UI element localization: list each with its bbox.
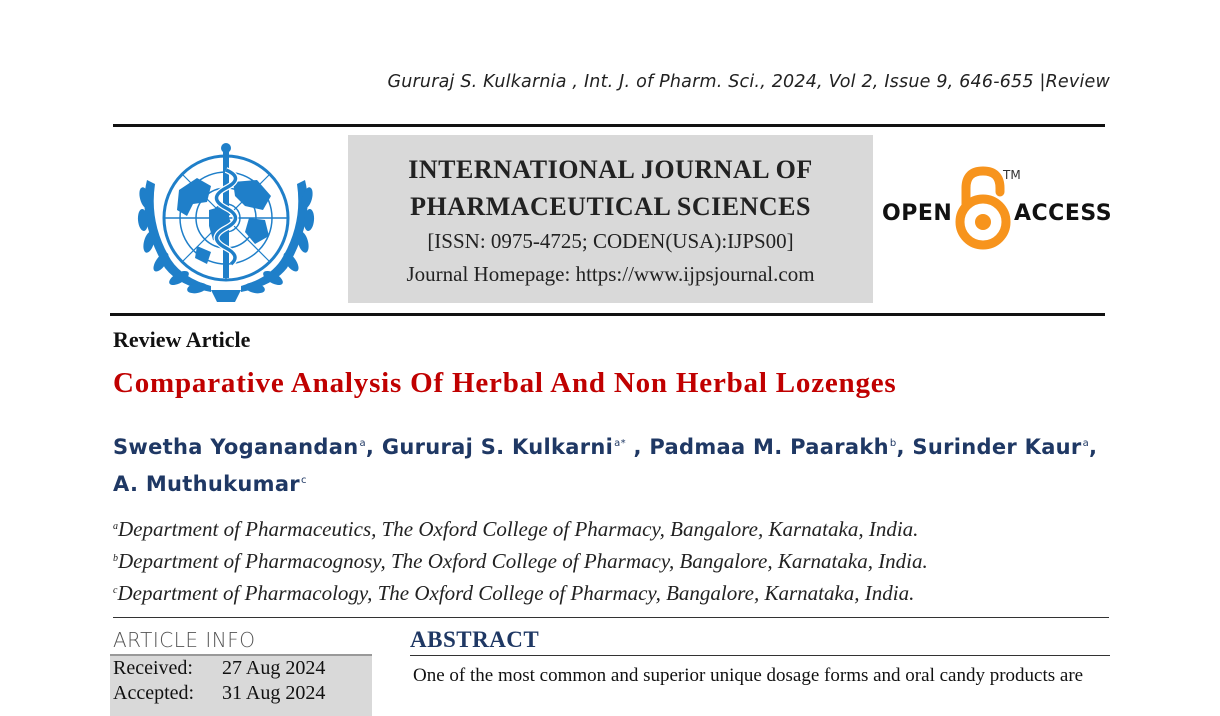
author-affiliation-mark: b [889,438,897,449]
abstract-line: One of the most common and superior unique dosage forms and oral candy products are [413,665,1084,686]
info-label: Accepted: [113,682,195,704]
running-header: Gururaj S. Kulkarnia , Int. J. of Pharm. Sci., 2024, Vol 2, Issue 9, 646-655 |Review [387,72,1110,92]
affiliation-item [113,576,928,608]
paper-title: Comparative Analysis Of Herbal And Non Herbal Lozenges [113,367,897,399]
author-affiliation-mark: a [1082,438,1090,449]
header-top-rule [113,124,1105,127]
abstract-text [413,664,1113,688]
section-divider [113,617,1109,618]
author-separator: , [1089,435,1098,459]
author-name[interactable]: A. Muthukumar [113,472,300,496]
journal-homepage[interactable]: Journal Homepage: https://www.ijpsjournal.com [406,262,815,286]
info-label: Received: [113,657,193,679]
article-info-row-received [113,657,325,680]
affiliation-mark: a [113,521,118,532]
article-type: Review Article [113,327,251,352]
open-access-word-open: OPEN [882,201,953,226]
author-separator: , [365,435,382,459]
abstract-heading: ABSTRACT [410,627,540,652]
info-value: 27 Aug 2024 [222,657,326,679]
info-value: 31 Aug 2024 [222,682,326,704]
affiliation-list [113,512,928,608]
author-name[interactable]: Swetha Yoganandan [113,435,359,459]
open-access-tm: TM [1003,168,1021,182]
affiliation-text: Department of Pharmacognosy, The Oxford College of Pharmacy, Bangalore, Karnataka, India. [118,549,928,573]
journal-name-line1: INTERNATIONAL JOURNAL OF [408,155,813,184]
author-name[interactable]: Surinder Kaur [912,435,1082,459]
article-info-row-accepted [113,682,325,705]
author-name[interactable]: Gururaj S. Kulkarni [381,435,614,459]
article-info-heading: ARTICLE INFO [113,628,256,652]
author-affiliation-mark: a [359,438,366,449]
author-affiliation-mark: a* [614,438,626,449]
journal-emblem-logo [127,140,325,305]
affiliation-text: Department of Pharmacology, The Oxford College of Pharmacy, Bangalore, Karnataka, India. [117,581,915,605]
author-name[interactable]: Padmaa M. Paarakh [649,435,889,459]
author-list [113,427,1113,501]
journal-issn: [ISSN: 0975-4725; CODEN(USA):IJPS00] [427,229,794,253]
affiliation-item [113,512,928,544]
affiliation-text: Department of Pharmaceutics, The Oxford College of Pharmacy, Bangalore, Karnataka, India. [118,517,919,541]
author-affiliation-mark: c [300,475,307,486]
author-separator: , [896,435,913,459]
open-access-logo [880,166,1113,252]
affiliation-mark: c [113,585,118,596]
affiliation-mark: b [113,553,118,564]
header-bottom-rule [110,313,1105,316]
journal-masthead-box [348,135,873,303]
affiliation-item [113,544,928,576]
journal-name-line2: PHARMACEUTICAL SCIENCES [410,192,811,221]
article-info-panel [110,656,372,716]
open-access-word-access: ACCESS [1014,201,1113,226]
abstract-rule [410,655,1110,656]
author-separator: , [625,435,650,459]
